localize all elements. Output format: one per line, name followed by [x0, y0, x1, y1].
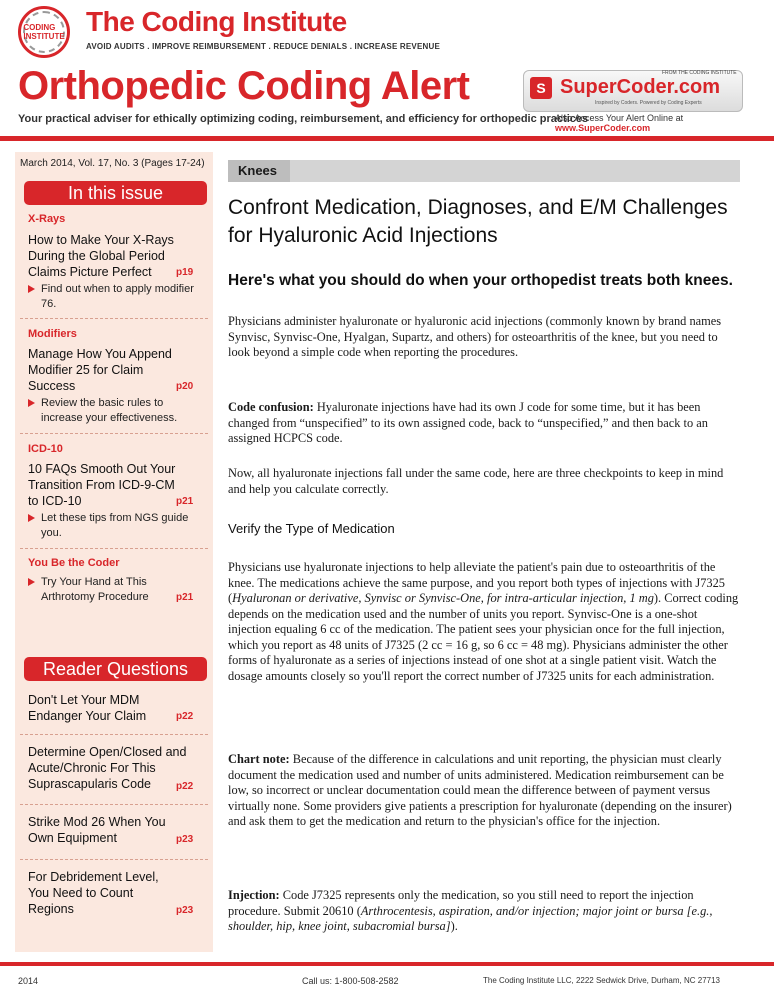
injection-text-a: Code J7325 represents only the medication, so you still need to report the injection procedure. Submit 20610 ( — [228, 888, 694, 918]
bullet-arrow-icon — [28, 399, 35, 407]
paragraph-medication — [228, 560, 740, 684]
bullet-modifiers — [28, 396, 196, 426]
footer-address: The Coding Institute LLC, 2222 Sedwick Drive, Durham, NC 27713 — [483, 976, 721, 985]
footer-phone: Call us: 1-800-508-2582 — [302, 976, 399, 986]
article-icd10[interactable]: 10 FAQs Smooth Out Your Transition From ICD-9-CM to ICD-10 — [28, 462, 176, 508]
divider — [20, 433, 208, 434]
header-rule — [0, 136, 774, 141]
j7325-descriptor: Hyaluronan or derivative, Synvisc or Synvisc-One, for intra-articular injection, 1 mg — [232, 591, 654, 605]
page-icd10: p21 — [176, 496, 194, 507]
paragraph-intro: Physicians administer hyaluronate or hyaluronic acid injections (commonly known by brand names Synvisc, Synvisc-One, Hyalgan, Supartz, and others) for osteoarthritis of the knee, but you need to look beyond a simple code when reporting the procedures. — [228, 314, 722, 359]
bullet-xrays-text: Find out when to apply modifier 76. — [41, 283, 194, 310]
category-icd10: ICD-10 — [28, 443, 63, 455]
footer-rule — [0, 962, 774, 966]
divider — [20, 804, 208, 805]
newsletter-subtitle: Your practical adviser for ethically optimizing coding, reimbursement, and efficiency for orthopedic practices — [18, 113, 589, 125]
page-question-mdm: p22 — [176, 711, 194, 722]
article-title: Confront Medication, Diagnoses, and E/M Challenges for Hyaluronic Acid Injections — [228, 196, 728, 247]
bullet-arrow-icon — [28, 285, 35, 293]
subheading-verify: Verify the Type of Medication — [228, 521, 395, 536]
injection-lead: Injection: — [228, 888, 280, 902]
injection-text-b: ). — [450, 919, 458, 933]
article-modifiers[interactable]: Manage How You Append Modifier 25 for Claim Success — [28, 347, 172, 393]
20610-descriptor: Arthrocentesis, aspiration, and/or injection; major joint or bursa [e.g., shoulder, hip, knee joint, subacromial bursa] — [228, 903, 713, 933]
newsletter-title: Orthopedic Coding Alert — [18, 64, 470, 108]
page-question-suprascapularis: p22 — [176, 781, 194, 792]
article-lead: Here's what you should do when your orthopedist treats both knees. — [228, 272, 733, 289]
online-access-prefix: Also Access Your Alert Online at — [555, 113, 684, 123]
section-tab-knees: Knees — [228, 160, 290, 182]
question-mdm[interactable]: Don't Let Your MDM Endanger Your Claim — [28, 693, 147, 723]
page-xrays: p19 — [176, 267, 194, 278]
bullet-arrow-icon — [28, 514, 35, 522]
chart-note-text: Because of the difference in calculations and unit reporting, the physician must clearly document the medication used and number of units administered. Medication reimbursement can be low, so incorrect or unclear documentation could mean the difference between of payment versus virtually none. Some providers give patients a prescription for hyaluronate (depending on the insurer) and ask them to get the medication and return to the physician's office for the injection. — [228, 752, 732, 828]
page-modifiers: p20 — [176, 381, 194, 392]
question-suprascapularis[interactable]: Determine Open/Closed and Acute/Chronic For This Suprascapularis Code — [28, 745, 187, 791]
category-xrays: X-Rays — [28, 213, 66, 225]
bullet-icd10 — [28, 511, 196, 541]
code-confusion-text: Hyaluronate injections have had its own J code for some time, but it has been changed from “unspecified” to its own assigned code, back to “unspecified,” and then back to an assigned HCPCS code. — [228, 400, 708, 445]
paragraph-injection — [228, 888, 740, 935]
bullet-coder[interactable] — [28, 575, 178, 605]
bullet-arrow-icon — [28, 578, 35, 586]
divider — [20, 318, 208, 319]
code-confusion-lead: Code confusion: — [228, 400, 314, 414]
coding-institute-logo — [18, 6, 70, 58]
medication-text-a: Physicians use hyaluronate injections to help alleviate the patient's pain due to osteoarthritis of the knee. The medications achieve the same purpose, and you report both types of injections with J7325 ( — [228, 560, 725, 605]
bullet-xrays — [28, 282, 196, 312]
institute-name: The Coding Institute — [86, 6, 347, 37]
paragraph-chart-note — [228, 752, 740, 830]
page-question-mod26: p23 — [176, 834, 194, 845]
bullet-icd10-text: Let these tips from NGS guide you. — [41, 512, 189, 539]
bullet-coder-text: Try Your Hand at This Arthrotomy Procedure — [41, 576, 149, 603]
paragraph-checkpoints: Now, all hyaluronate injections fall under the same code, here are three checkpoints to keep in mind and help you calculate correctly. — [228, 466, 724, 496]
reader-questions-banner: Reader Questions — [24, 657, 207, 681]
online-access-line — [555, 113, 774, 133]
bullet-modifiers-text: Review the basic rules to increase your effectiveness. — [41, 397, 178, 424]
page-coder: p21 — [176, 592, 194, 603]
supercoder-link[interactable]: www.SuperCoder.com — [555, 123, 651, 133]
category-coder: You Be the Coder — [28, 557, 120, 569]
supercoder-logo-icon: S — [530, 77, 552, 99]
page-question-debridement: p23 — [176, 905, 194, 916]
medication-text-b: ). Correct coding depends on the medication used and the number of units you report. Synvisc-One is a one-shot injection equaling 6 cc of the medication. The patient sees your physician once for the full injection, which you report as 48 units of J7325 (2 cc = 16 g, so 6 cc = 48 mg). Physicians administer the other forms of hyaluronate as a series of injections instead of one shot at a single patient visit. Watch the dosage amounts closely so you'll report the correct number of J7325 units for each administration. — [228, 591, 739, 683]
supercoder-tagline: Inspired by Coders. Powered by Coding Experts — [595, 100, 702, 106]
category-modifiers: Modifiers — [28, 328, 77, 340]
paragraph-code-confusion — [228, 400, 740, 447]
logo-text: CODING INSTITUTE — [23, 23, 65, 41]
issue-date: March 2014, Vol. 17, No. 3 (Pages 17-24) — [20, 158, 205, 169]
institute-tagline: AVOID AUDITS . IMPROVE REIMBURSEMENT . REDUCE DENIALS . INCREASE REVENUE — [86, 42, 440, 51]
in-this-issue-banner: In this issue — [24, 181, 207, 205]
question-debridement[interactable]: For Debridement Level, You Need to Count Regions — [28, 870, 159, 916]
supercoder-name[interactable]: SuperCoder.com — [560, 76, 721, 98]
divider — [20, 734, 208, 735]
section-bar — [228, 160, 740, 182]
supercoder-from: FROM THE CODING INSTITUTE — [662, 70, 737, 76]
divider — [20, 859, 208, 860]
footer-year: 2014 — [18, 976, 39, 986]
article-xrays[interactable]: How to Make Your X-Rays During the Global Period Claims Picture Perfect — [28, 233, 174, 279]
question-mod26[interactable]: Strike Mod 26 When You Own Equipment — [28, 815, 166, 845]
chart-note-lead: Chart note: — [228, 752, 290, 766]
divider — [20, 548, 208, 549]
